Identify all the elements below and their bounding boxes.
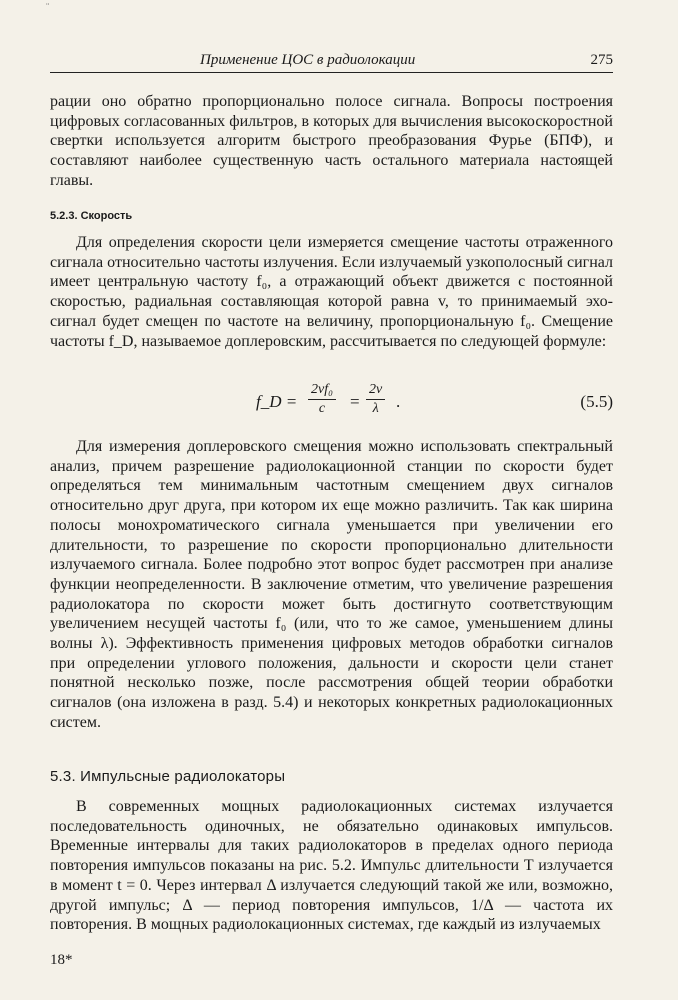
paragraph-continuation: рации оно обратно пропорционально полосе сигнала. Вопросы построения цифровых согласованных фильтров, в которых для вычисления высокоскоростной свертки используется алгоритм быстрого преобразования Фурье (БПФ), и составляют наиболее существенную часть остального материала настоящей главы.: [50, 93, 613, 189]
fraction-2-denominator: λ: [372, 401, 379, 416]
section-heading: 5.3. Импульсные радиолокаторы: [50, 768, 286, 785]
formula-equals: =: [350, 392, 360, 411]
signature-mark: 18*: [50, 952, 73, 968]
page-number: 275: [590, 52, 613, 68]
fraction-1-numerator: 2vf₀: [308, 382, 336, 400]
fraction-2-numerator: 2v: [366, 382, 385, 400]
formula-fraction-1: [308, 382, 336, 417]
paragraph-velocity: Для определения скорости цели измеряется смещение частоты отраженного сигнала относительно частоты излучения. Если излучаемый узкополосный сигнал имеет центральную частоту f₀, а отражающий объект движется с постоянной скоростью, радиальная составляющая которой равна v, то принимаемый эхо-сигнал будет смещен по частоте на величину, пропорциональную f₀. Смещение частоты f_D, называемое доплеровским, рассчитывается по следующей формуле:: [50, 234, 613, 350]
running-header: [50, 52, 613, 73]
doppler-formula: [50, 382, 613, 422]
fraction-1-denominator: c: [318, 401, 326, 416]
paragraph-doppler-measurement: Для измерения доплеровского смещения можно использовать спектральный анализ, причем разрешение радиолокационной станции по скорости будет определяться тем минимальным частотным смещением двух сигналов относительно друг друга, при котором их еще можно различить. Так как ширина полосы монохроматического сигнала уменьшается при увеличении его длительности, то разрешение по скорости пропорционально длительности излучаемого сигнала. Более подробно этот вопрос будет рассмотрен при анализе функции неопределенности. В заключение отметим, что увеличение разрешения радиолокатора по скорости может быть достигнуто соответствующим увеличением несущей частоты f₀ (или, что то же самое, уменьшением длины волны λ). Эффективность применения цифровых методов обработки сигналов при определении углового положения, дальности и скорости цели станет понятной несколько позже, после рассмотрения общей теории обработки сигналов (она изложена в разд. 5.4) и некоторых конкретных радиолокационных систем.: [50, 438, 613, 731]
scan-mark: ¨: [46, 2, 50, 13]
running-title: Применение ЦОС в радиолокации: [200, 52, 416, 68]
equation-number: (5.5): [580, 392, 613, 411]
paragraph-pulse-radars: В современных мощных радиолокационных системах излучается последовательность одиночных, не обязательно одинаковых импульсов. Временные интервалы для таких радиолокаторов в пределах одного периода повторения импульсов показаны на рис. 5.2. Импульс длительности T излучается в момент t = 0. Через интервал Δ излучается следующий такой же или, возможно, другой импульс; Δ — период повторения импульсов, 1/Δ — частота их повторения. В мощных радиолокационных системах, где каждый из излучаемых: [50, 798, 613, 934]
formula-fraction-2: [366, 382, 385, 417]
formula-lhs: f_D =: [256, 392, 298, 411]
formula-period: .: [396, 392, 401, 411]
subsection-heading: 5.2.3. Скорость: [50, 210, 133, 222]
